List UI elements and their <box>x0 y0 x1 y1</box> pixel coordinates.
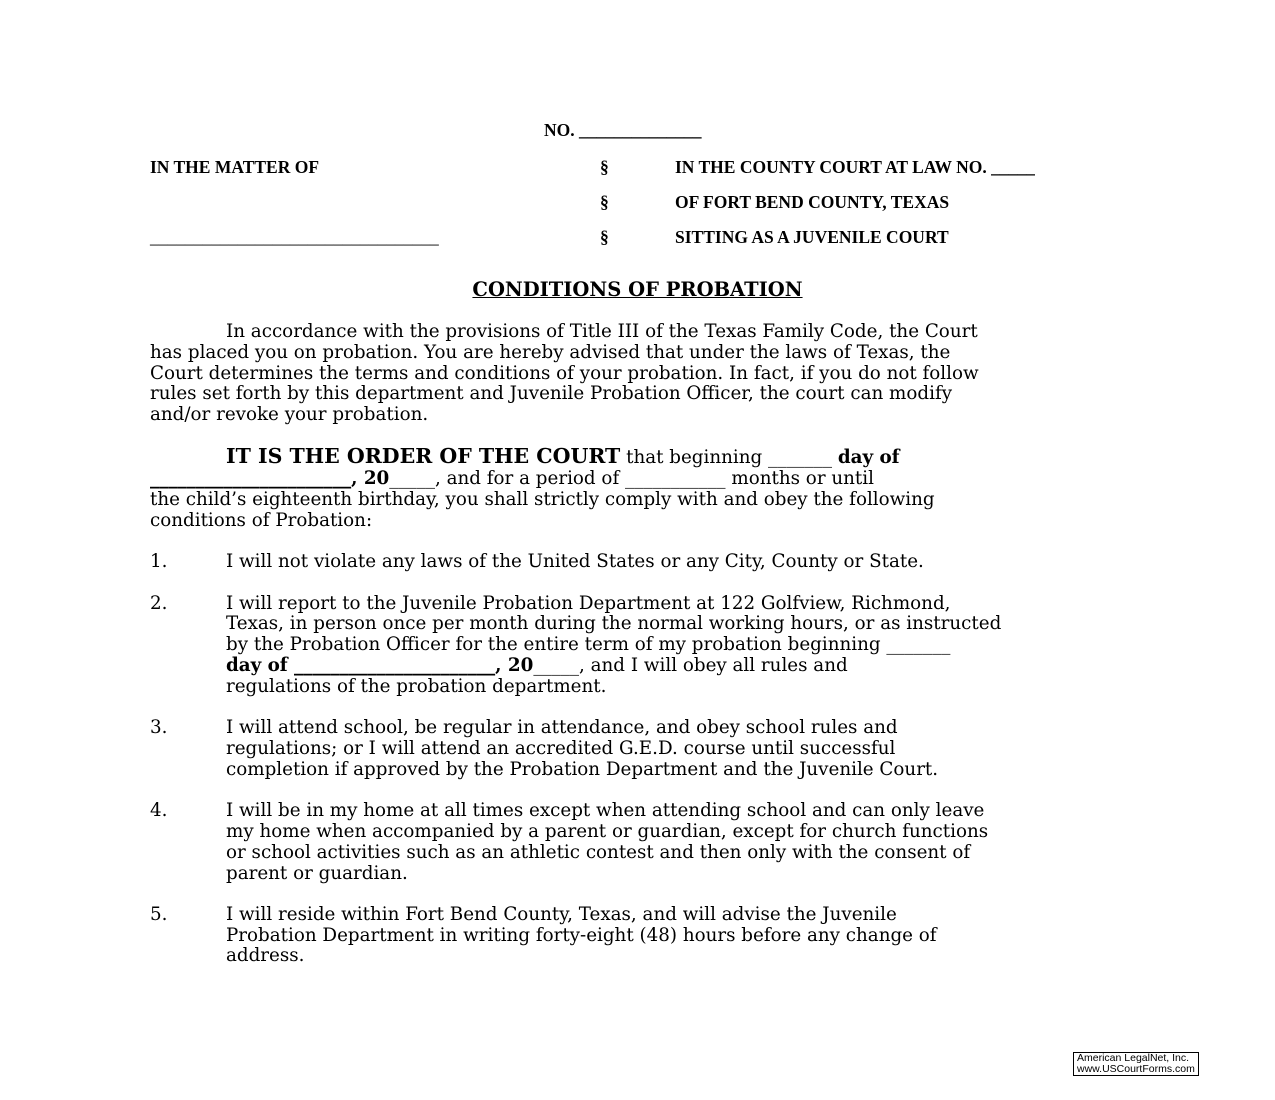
item-line: regulations of the probation department. <box>226 676 607 697</box>
party-name-blank: _________________________________ <box>150 227 439 247</box>
item-line: regulations; or I will attend an accredited G.E.D. course until successful <box>226 738 896 759</box>
item-line: my home when accompanied by a parent or guardian, except for church functions <box>226 821 989 842</box>
intro-line: and/or revoke your probation. <box>150 404 429 425</box>
footer-url: www.USCourtForms.com <box>1077 1063 1195 1075</box>
item-number: 5. <box>150 904 168 925</box>
intro-line: Court determines the terms and conditions of your probation. In fact, if you do not follow <box>150 363 979 384</box>
order-text: day of <box>837 447 900 468</box>
item-line: completion if approved by the Probation Department and the Juvenile Court. <box>226 759 939 780</box>
order-line: conditions of Probation: <box>150 510 373 531</box>
item-line <box>226 655 848 676</box>
item-number: 1. <box>150 551 168 572</box>
order-line <box>226 446 900 468</box>
order-line <box>150 468 874 489</box>
item-line: I will not violate any laws of the United States or any City, County or State. <box>226 551 924 572</box>
item-line: I will be in my home at all times except when attending school and can only leave <box>226 800 985 821</box>
item-line: by the Probation Officer for the entire term of my probation beginning _______ <box>226 634 951 655</box>
item-number: 3. <box>150 717 168 738</box>
order-text: _____, and for a period of ___________ months or until <box>389 468 874 489</box>
county-name: OF FORT BEND COUNTY, TEXAS <box>675 192 950 212</box>
item-number: 2. <box>150 593 168 614</box>
case-number: NO. ______________ <box>544 120 702 140</box>
item-number: 4. <box>150 800 168 821</box>
section-symbol: § <box>600 192 609 212</box>
item-line: I will report to the Juvenile Probation Department at 122 Golfview, Richmond, <box>226 593 951 614</box>
item-line: parent or guardian. <box>226 863 408 884</box>
order-line: the child’s eighteenth birthday, you shall strictly comply with and obey the following <box>150 489 935 510</box>
footer-watermark <box>1073 1052 1199 1076</box>
item-line: or school activities such as an athletic contest and then only with the consent of <box>226 842 971 863</box>
section-symbol: § <box>600 157 609 177</box>
item-line: address. <box>226 945 305 966</box>
item-text: day of ______________________, 20 <box>226 655 534 676</box>
section-symbol: § <box>600 227 609 247</box>
order-lead: IT IS THE ORDER OF THE COURT <box>226 444 621 468</box>
intro-line: rules set forth by this department and Juvenile Probation Officer, the court can modify <box>150 383 953 404</box>
item-text: _____, and I will obey all rules and <box>533 655 848 676</box>
document-title: CONDITIONS OF PROBATION <box>472 278 803 301</box>
order-text: that beginning _______ <box>620 447 838 468</box>
in-the-matter-of: IN THE MATTER OF <box>150 157 320 177</box>
court-name: IN THE COUNTY COURT AT LAW NO. _____ <box>675 157 1035 177</box>
court-capacity: SITTING AS A JUVENILE COURT <box>675 227 949 247</box>
footer-company: American LegalNet, Inc. <box>1077 1052 1190 1064</box>
intro-line: In accordance with the provisions of Title III of the Texas Family Code, the Court <box>226 321 978 342</box>
item-line: I will attend school, be regular in attendance, and obey school rules and <box>226 717 898 738</box>
item-line: Probation Department in writing forty-eight (48) hours before any change of <box>226 925 937 946</box>
item-line: Texas, in person once per month during the normal working hours, or as instructed <box>226 613 1002 634</box>
order-text: ______________________, 20 <box>150 468 390 489</box>
intro-line: has placed you on probation. You are hereby advised that under the laws of Texas, the <box>150 342 951 363</box>
item-line: I will reside within Fort Bend County, Texas, and will advise the Juvenile <box>226 904 897 925</box>
